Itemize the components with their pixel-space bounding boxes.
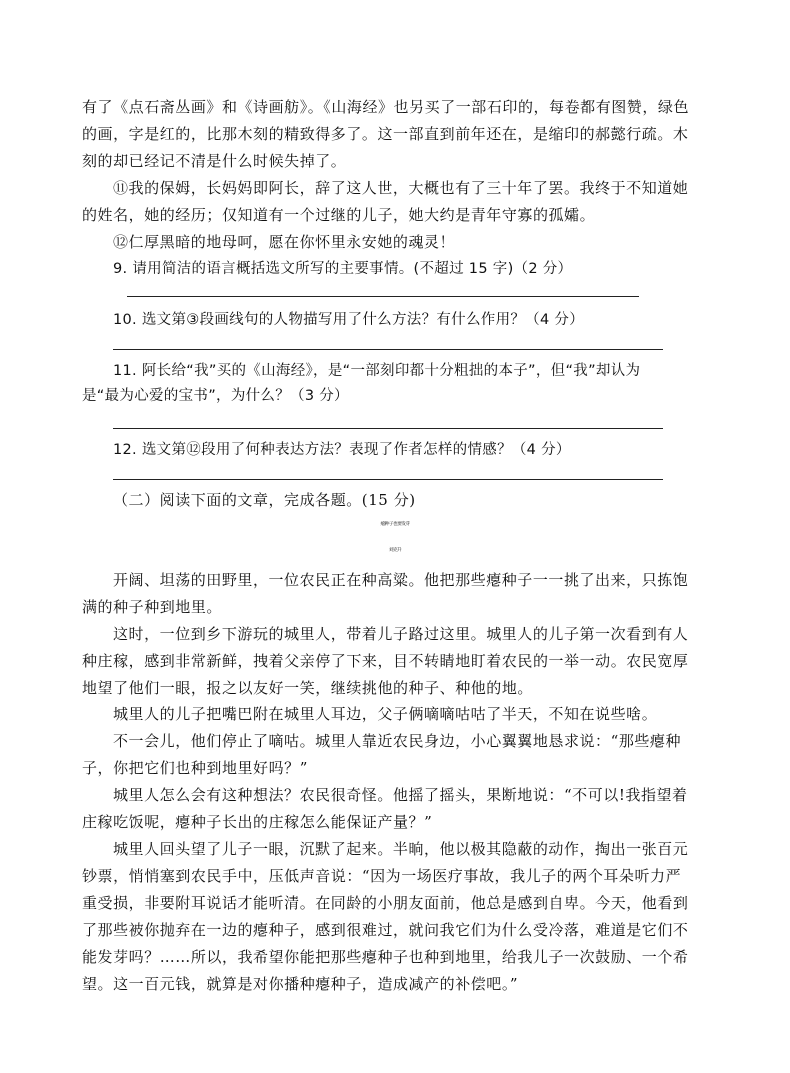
question-11-line: 是“最为心爱的宝书”，为什么？（3 分） <box>82 388 349 404</box>
passage2-line: 满的种子种到地里。 <box>82 598 222 616</box>
passage2-line: 这时，一位到乡下游玩的城里人，带着儿子路过这里。城里人的儿子第一次看到有人 <box>113 625 689 643</box>
paragraph-11-line: ⑪我的保姆，长妈妈即阿长，辞了这人世，大概也有了三十年了罢。我终于不知道她 <box>113 179 689 197</box>
passage2-line: 钞票，悄悄塞到农民手中，压低声音说：“因为一场医疗事故，我儿子的两个耳朵听力严 <box>82 867 682 885</box>
question-12: 12. 选文第⑫段用了何种表达方法？表现了作者怎样的情感？（4 分） <box>113 442 571 458</box>
question-9: 9. 请用简洁的语言概括选文所写的主要事情。(不超过 15 字)（2 分） <box>113 261 573 277</box>
question-11-line: 11. 阿长给“我”买的《山海经》，是“一部刻印都十分粗拙的本子”，但“我”却认为 <box>113 363 641 379</box>
paragraph-11-line: 的姓名，她的经历；仅知道有一个过继的儿子，她大约是青年守寡的孤孀。 <box>82 206 596 224</box>
section-heading: （二）阅读下面的文章，完成各题。(15 分) <box>113 491 416 509</box>
answer-line-q9[interactable] <box>127 296 639 297</box>
article-author: 刘克升 <box>388 548 402 553</box>
passage2-line: 城里人回头望了儿子一眼，沉默了起来。半晌，他以极其隐蔽的动作，掏出一张百元 <box>113 840 689 858</box>
passage1-line: 刻的却已经记不清是什么时候失掉了。 <box>82 152 347 170</box>
passage1-line: 的画，字是红的，比那木刻的精致得多了。这一部直到前年还在，是缩印的郝懿行疏。木 <box>82 125 689 143</box>
passage2-line: 地望了他们一眼，报之以友好一笑，继续挑他的种子、种他的地。 <box>82 679 533 697</box>
passage2-line: 子，你把它们也种到地里好吗？” <box>82 759 308 777</box>
answer-line-q11[interactable] <box>113 428 663 429</box>
passage1-line: 有了《点石斋丛画》和《诗画舫》。《山海经》也另买了一部石印的，每卷都有图赞，绿色 <box>82 98 690 116</box>
passage2-line: 种庄稼，感到非常新鲜，拽着父亲停了下来，目不转睛地盯着农民的一举一动。农民宽厚 <box>82 652 689 670</box>
answer-line-q10[interactable] <box>113 349 663 350</box>
paragraph-12-line: ⑫仁厚黑暗的地母呵，愿在你怀里永安她的魂灵！ <box>113 233 456 251</box>
passage2-line: 不一会儿，他们停止了嘀咕。城里人靠近农民身边，小心翼翼地恳求说：“那些瘪种 <box>113 732 682 750</box>
passage2-line: 望。这一百元钱，就算是对你播种瘪种子，造成减产的补偿吧。” <box>82 975 519 993</box>
passage2-line: 了那些被你抛弃在一边的瘪种子，感到很难过，就问我它们为什么受冷落，难道是它们不 <box>82 921 689 939</box>
passage2-line: 城里人的儿子把嘴巴附在城里人耳边，父子俩嘀嘀咕咕了半天，不知在说些啥。 <box>113 705 658 723</box>
passage2-line: 城里人怎么会有这种想法？农民很奇怪。他摇了摇头，果断地说：“不可以!我指望着 <box>113 786 688 804</box>
passage2-line: 庄稼吃饭呢，瘪种子长出的庄稼怎么能保证产量？” <box>82 813 433 831</box>
question-10: 10. 选文第③段画线句的人物描写用了什么方法？有什么作用？（4 分） <box>113 312 584 328</box>
answer-line-q12[interactable] <box>113 479 663 480</box>
article-title: 瘪种子也要发芽 <box>380 522 410 527</box>
passage2-line: 开阔、坦荡的田野里，一位农民正在种高粱。他把那些瘪种子一一挑了出来，只拣饱 <box>113 571 689 589</box>
passage2-line: 能发芽吗？……所以，我希望你能把那些瘪种子也种到地里，给我儿子一次鼓励、一个希 <box>82 948 689 966</box>
passage2-line: 重受损，非要附耳说话才能听清。在同龄的小朋友面前，他总是感到自卑。今天，他看到 <box>82 894 689 912</box>
